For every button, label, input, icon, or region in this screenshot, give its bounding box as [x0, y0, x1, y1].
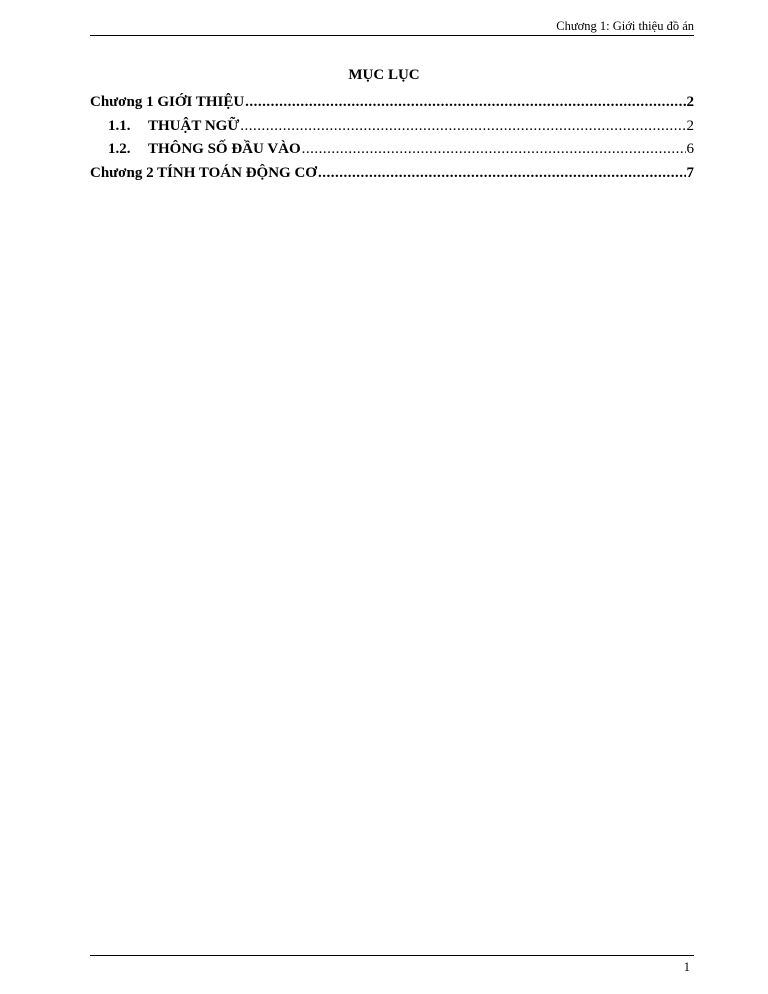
toc-dot-leader [302, 140, 686, 158]
toc-entry-section-1-2[interactable] [90, 140, 694, 164]
toc-dot-leader [318, 164, 686, 182]
header-text: Chương 1: Giới thiệu đồ án [556, 19, 694, 33]
toc-entry-chapter-1[interactable] [90, 93, 694, 117]
toc-entry-page: 2 [686, 94, 694, 110]
toc-title: MỤC LỤC [348, 67, 420, 83]
toc-entry-page: 6 [686, 141, 694, 157]
page-footer [90, 955, 694, 974]
page-header [90, 17, 694, 36]
toc-dot-leader [240, 117, 685, 135]
toc-entry-label: Chương 2 TÍNH TOÁN ĐỘNG CƠ [90, 164, 317, 181]
toc-entry-page: 2 [686, 117, 694, 134]
toc-entry-number: 1.2. [108, 141, 131, 157]
toc-entry-number: 1.1. [108, 117, 131, 134]
toc-dot-leader [245, 93, 685, 111]
toc-entry-section-1-1[interactable] [90, 117, 694, 141]
toc-entry-page: 7 [686, 164, 694, 181]
table-of-contents [90, 93, 694, 187]
page-number: 1 [683, 960, 690, 974]
toc-entry-label: THUẬT NGỮ [148, 117, 240, 134]
toc-entry-chapter-2[interactable] [90, 164, 694, 188]
toc-entry-label: Chương 1 GIỚI THIỆU [90, 94, 245, 110]
toc-entry-label: THÔNG SỐ ĐẦU VÀO [148, 141, 301, 157]
